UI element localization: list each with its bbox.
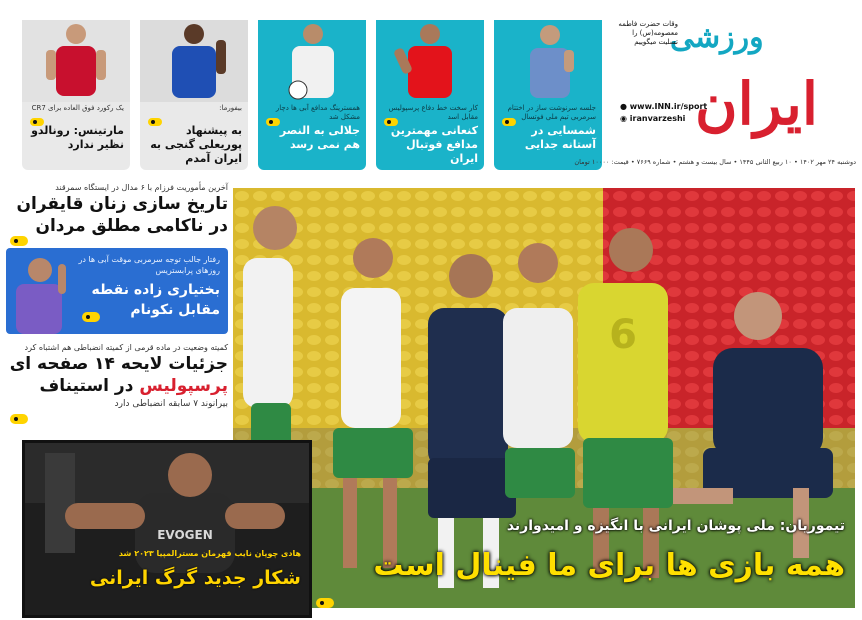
news-card-kanaani[interactable] — [376, 20, 484, 170]
bodybuilder-photo — [25, 443, 309, 615]
jersey-number: 6 — [609, 312, 637, 358]
card-headline: به پیشنهاد پوریعلی گنجی به ایران آمدم — [150, 124, 242, 165]
story-rowing[interactable] — [6, 182, 228, 237]
story-headline: در استیناف — [39, 376, 134, 396]
card-kicker: جلسه سرنوشت ساز در اختتام سرمربی تیم ملی فوتسال — [507, 104, 596, 121]
news-card-shamsaei[interactable] — [494, 20, 602, 170]
instagram-link[interactable]: ◉ iranvarzeshi — [620, 114, 686, 123]
story-kicker: کمیته وضعیت در ماده قرمی از کمیته انضباطی هم اشتباه کرد — [24, 343, 228, 352]
story-bakhtiarizadeh[interactable] — [6, 248, 228, 334]
story-sub: بیرانوند ۷ سابقه انضباطی دارد — [114, 399, 228, 409]
biforma-photo — [140, 20, 248, 102]
card-headline: مارتینس: رونالدو نظیر ندارد — [31, 124, 124, 151]
news-card-martinez[interactable] — [22, 20, 130, 170]
logo-main: ایران — [695, 70, 818, 138]
shamsaei-photo — [494, 20, 602, 102]
story-headline: تاریخ سازی زنان قایقران — [16, 194, 228, 214]
news-card-jalali[interactable] — [258, 20, 366, 170]
globe-icon: ● — [620, 102, 627, 111]
story-persepolis[interactable] — [6, 342, 228, 410]
card-headline: شمسایی در آستانه جدایی — [524, 124, 596, 151]
card-kicker: همسترینگ مدافع آبی ها دچار مشکل شد — [275, 104, 360, 121]
inset-headline: شکار جدید گرگ ایرانی — [89, 567, 301, 589]
ronaldo-photo — [22, 20, 130, 102]
badge-icon — [10, 236, 28, 246]
jalali-photo — [258, 20, 366, 102]
website-link[interactable]: ● www.INN.ir/sport — [620, 102, 708, 111]
shirt-text: EVOGEN — [157, 528, 213, 542]
card-kicker: یک رکورد فوق العاده برای CR7 — [31, 104, 124, 112]
main-story-kicker: تیموریان: ملی پوشان ایرانی با انگیزه و امیدوارند — [506, 518, 845, 534]
inset-kicker: هادی چوپان نایب قهرمان مسترالمپیا ۲۰۲۳ شد — [118, 549, 301, 558]
main-photo — [233, 188, 855, 608]
instagram-icon: ◉ — [620, 114, 627, 123]
story-kicker: آخرین مأموریت فرزام با ۶ مدال در ایستگاه سمرقند — [55, 183, 228, 192]
card-kicker: کار سخت خط دفاع پرسپولیس مقابل اسد — [388, 104, 478, 121]
dateline: دوشنبه ۲۴ مهر ۱۴۰۲ • ۱۰ ربیع الثانی ۱۴۴۵ • سال بیست و هشتم • شماره ۷۶۶۹ • قیمت: ۱۰۰۰۰ تومان — [574, 158, 856, 166]
card-headline: کنعانی مهمترین مدافع فوتبال ایران — [390, 124, 478, 165]
card-kicker: بیفورما: — [219, 104, 242, 112]
masthead-note: وقات حضرت فاطمه معصومه(س) را تسلیت میگوییم — [618, 20, 678, 46]
story-chopan[interactable] — [22, 440, 312, 618]
story-headline: در ناکامی مطلق مردان — [35, 216, 228, 236]
story-headline: جزئیات لایحه ۱۴ صفحه ای — [9, 354, 228, 374]
team-training-illustration — [233, 188, 855, 608]
story-kicker: رفتار جالب توجه سرمربی موقت آبی ها در روزهای پرابستریس — [78, 255, 220, 275]
logo-sub: ورزشی — [670, 20, 764, 55]
badge-icon — [316, 598, 334, 608]
badge-icon — [10, 414, 28, 424]
badge-icon — [82, 312, 100, 322]
card-headline: جلالی به النصر هم نمی رسد — [279, 124, 360, 151]
news-card-biforma[interactable] — [140, 20, 248, 170]
story-headline: بختیاری زاده نقطه — [91, 282, 220, 298]
main-story-headline[interactable]: همه بازی ها برای ما فینال است — [373, 548, 845, 583]
story-headline-red: پرسپولیس — [139, 376, 228, 396]
story-headline: مقابل نکونام — [130, 302, 220, 318]
kanaani-photo — [376, 20, 484, 102]
